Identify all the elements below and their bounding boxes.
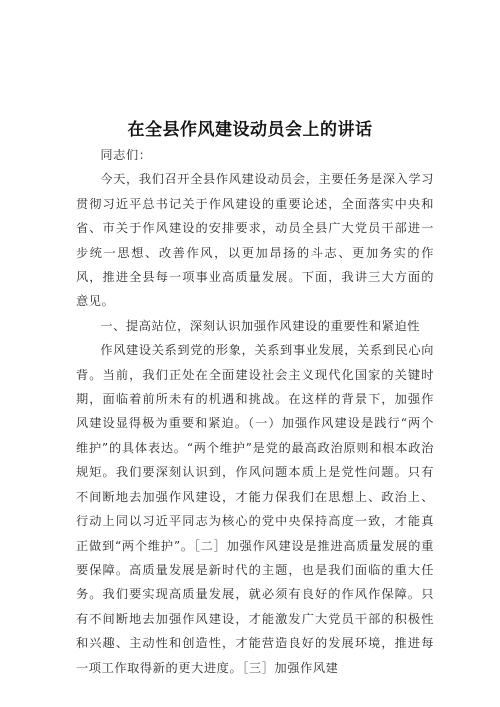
- section-heading: 一、提高站位，深刻认识加强作风建设的重要性和紧迫性: [100, 318, 421, 333]
- document-body: [76, 143, 434, 680]
- intro-paragraph: 今天，我们召开全县作风建设动员会，主要任务是深入学习贯彻习近平总书记关于作风建设的重要论述，全面落实中央和省、市关于作风建设的安排要求，动员全县广大党员干部进一步统一思想、改善作风，以更加昂扬的斗志、更加务实的作风，推进全县每一项事业高质量发展。下面，我讲三大方面的意见。: [76, 172, 434, 309]
- document-title: 在全县作风建设动员会上的讲话: [127, 120, 373, 140]
- salutation: 同志们：: [100, 148, 152, 162]
- section-paragraph: 作风建设关系到党的形象，关系到事业发展，关系到民心向背。当前，我们正处在全面建设社会主义现代化国家的关键时期，面临着前所未有的机遇和挑战。在这样的背景下，加强作风建设显得极为重要和紧迫。（一）加强作风建设是践行“两个维护”的具体表达。“两个维护”是党的最高政治原则和根本政治规矩。我们要深刻认识到，作风问题本质上是党性问题。只有不间断地去加强作风建设，才能力保我们在思想上、政治上、行动上同以习近平同志为核心的党中央保持高度一致，才能真正做到“两个维护”。［二］加强作风建设是推进高质量发展的重要保障。高质量发展是新时代的主题，也是我们面临的重大任务。我们要实现高质量发展，就必须有良好的作风作保障。只有不间断地去加强作风建设，才能激发广大党员干部的积极性和兴趣、主动性和创造性，才能营造良好的发展环境，推进每一项工作取得新的更大进度。［三］加强作风建: [76, 343, 434, 675]
